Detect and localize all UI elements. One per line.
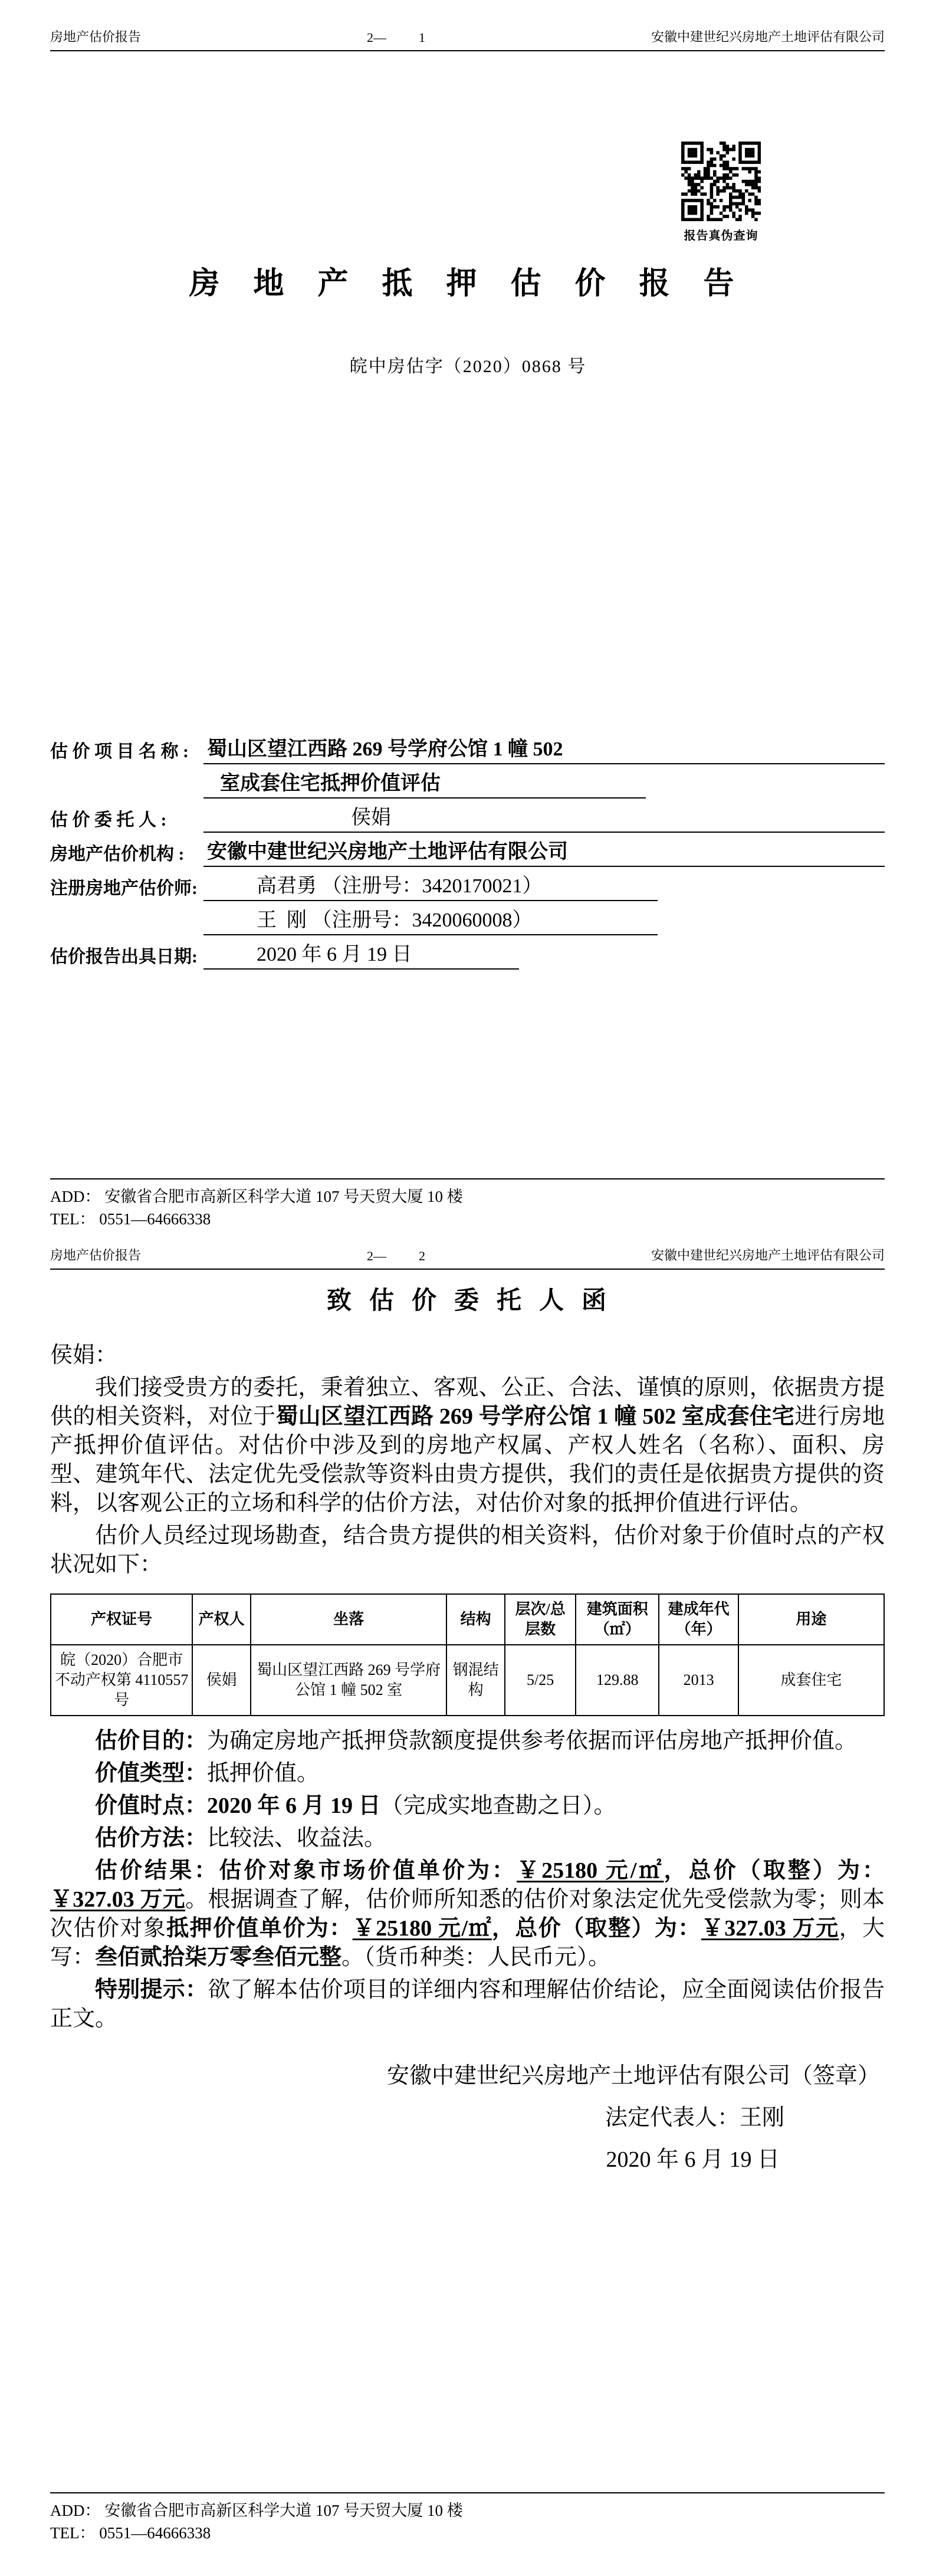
project-name-field [50, 730, 885, 764]
appraiser-label: 注册房地产估价师: [50, 879, 198, 898]
p1-text-b: 进行房地产抵押价值评估。对估价中涉及到的房地产权属、产权人姓名（名称）、面积、房型、建筑年代、法定优先受偿款等资料由贵方提供，我们的责任是依据贵方提供的资料，以客观公正的立场和科学的估价方法，对估价对象的抵押价值进行评估。 [50, 1404, 885, 1516]
result-currency-note: 。（货币种类：人民币元）。 [341, 1945, 611, 1970]
page1-footer [50, 1178, 885, 1230]
header-page-indicator [367, 30, 425, 45]
issue-date-field [50, 935, 885, 970]
cell-certificate-no: 皖（2020）合肥市不动产权第 4110557 号 [51, 1645, 192, 1716]
agency-label: 房地产估价机构 : [50, 845, 185, 864]
header-page-number: 1 [419, 30, 425, 45]
table-header-row [51, 1594, 884, 1645]
agency-value: 安徽中建世纪兴房地产土地评估有限公司 [203, 835, 885, 867]
appraiser-label-spacer [50, 934, 203, 935]
result-explain: 。根据调查了解，估价师所知悉的估价对象法定优先受偿款为零；则本次估价对象 [50, 1887, 885, 1941]
salutation: 侯娟： [50, 1343, 118, 1368]
notice-item [50, 1976, 885, 2033]
header-company: 安徽中建世纪兴房地产土地评估有限公司 [651, 1248, 885, 1263]
col-year-built: 建成年代（年） [659, 1594, 738, 1645]
result-amount-in-words: 叁佰贰拾柒万零叁佰元整 [95, 1945, 342, 1970]
appraiser-field [50, 867, 885, 901]
report-number: 皖中房估字（2020）0868 号 [349, 357, 587, 376]
col-location: 坐落 [251, 1594, 446, 1645]
cell-area: 129.88 [576, 1645, 659, 1716]
method-label: 估价方法： [95, 1826, 208, 1851]
letter-paragraph-2: 估价人员经过现场勘查，结合贵方提供的相关资料，估价对象于价值时点的产权状况如下： [50, 1523, 885, 1577]
result-mid-2: ，总价（取整）为： [491, 1916, 701, 1941]
value-type-text: 抵押价值。 [207, 1761, 320, 1786]
report-title: 房 地 产 抵 押 估 价 报 告 [189, 267, 747, 301]
col-area: 建筑面积（㎡） [576, 1594, 659, 1645]
value-type-item [50, 1759, 885, 1788]
value-type-label: 价值类型： [95, 1761, 208, 1786]
header-page-indicator [367, 1248, 425, 1264]
footer-address: ADD： 安徽省合肥市高新区科学大道 107 号天贸大厦 10 楼 [50, 1188, 463, 1205]
project-name-field-line2 [50, 764, 885, 799]
client-label: 估 价 委 托 人 : [50, 810, 167, 830]
header-page-total: 2— [367, 30, 386, 45]
appraiser-field-line2 [50, 901, 885, 935]
purpose-label: 估价目的： [95, 1729, 208, 1753]
cover-form [50, 730, 885, 970]
footer-tel: TEL： 0551—64666338 [50, 1210, 211, 1228]
value-date-label: 价值时点： [95, 1793, 208, 1818]
result-mortgage-label: 抵押价值单价为： [166, 1916, 353, 1941]
value-date-note: （完成实地查勘之日）。 [380, 1793, 616, 1818]
col-usage: 用途 [738, 1594, 884, 1645]
qr-caption: 报告真伪查询 [684, 229, 758, 242]
header-company: 安徽中建世纪兴房地产土地评估有限公司 [651, 29, 885, 44]
page2-footer [50, 2492, 885, 2544]
client-field [50, 799, 885, 833]
issue-date-label: 估价报告出具日期: [50, 947, 198, 967]
signature-date: 2020 年 6 月 19 日 [606, 2147, 780, 2172]
result-item [50, 1857, 885, 1972]
page2-header [50, 1246, 885, 1270]
value-date-value: 2020 年 6 月 19 日 [207, 1793, 381, 1818]
footer-address: ADD： 安徽省合肥市高新区科学大道 107 号天贸大厦 10 楼 [50, 2502, 463, 2519]
cell-year-built: 2013 [659, 1645, 738, 1716]
cell-location: 蜀山区望江西路 269 号学府公馆 1 幢 502 室 [251, 1645, 446, 1716]
project-name-value: 蜀山区望江西路 269 号学府公馆 1 幢 502 [203, 732, 885, 764]
appraiser2-value: 王 刚 （注册号：3420060008） [203, 903, 658, 935]
qr-block [680, 142, 762, 243]
result-intro: 估价结果：估价对象市场价值单价为： [95, 1858, 517, 1883]
method-item [50, 1824, 885, 1853]
result-total-price-2: ￥327.03 万元 [701, 1916, 839, 1941]
agency-field [50, 833, 885, 867]
signature-representative: 法定代表人：王刚 [605, 2105, 784, 2130]
signature-company: 安徽中建世纪兴房地产土地评估有限公司（签章） [386, 2064, 880, 2088]
footer-tel: TEL： 0551—64666338 [50, 2524, 211, 2542]
header-doc-type: 房地产估价报告 [50, 1248, 142, 1263]
col-floor: 层次/总层数 [505, 1594, 576, 1645]
purpose-item [50, 1727, 885, 1756]
letter-paragraph-1 [50, 1374, 885, 1518]
col-certificate-no: 产权证号 [51, 1594, 192, 1645]
value-date-item [50, 1792, 885, 1821]
appraiser1-value: 高君勇 （注册号：3420170021） [203, 869, 658, 901]
col-owner: 产权人 [192, 1594, 251, 1645]
result-mid-1: ，总价（取整）为： [664, 1858, 885, 1883]
method-text: 比较法、收益法。 [207, 1826, 387, 1851]
result-total-price-1: ￥327.03 万元 [50, 1887, 186, 1912]
client-value: 侯娟 [203, 801, 885, 833]
cell-structure: 钢混结构 [446, 1645, 505, 1716]
property-table [50, 1593, 885, 1716]
project-name-label: 估 价 项 目 名 称 : [50, 742, 189, 761]
letter-section [50, 1281, 885, 2173]
issue-date-value: 2020 年 6 月 19 日 [203, 938, 519, 970]
col-structure: 结构 [446, 1594, 505, 1645]
page1-header [50, 27, 885, 51]
header-doc-type: 房地产估价报告 [50, 29, 142, 44]
notice-text: 欲了解本估价项目的详细内容和理解估价结论，应全面阅读估价报告正文。 [50, 1977, 885, 2031]
cell-floor: 5/25 [505, 1645, 576, 1716]
purpose-text: 为确定房地产抵押贷款额度提供参考依据而评估房地产抵押价值。 [207, 1729, 858, 1753]
header-page-total: 2— [367, 1248, 386, 1263]
header-page-number: 2 [419, 1248, 425, 1263]
letter-title: 致 估 价 委 托 人 函 [326, 1287, 608, 1315]
project-name-value-line2: 室成套住宅抵押价值评估 [203, 767, 646, 799]
table-row [51, 1645, 884, 1716]
p1-property-address: 蜀山区望江西路 269 号学府公馆 1 幢 502 室成套住宅 [275, 1404, 795, 1429]
result-unit-price-1: ￥25180 元/㎡ [517, 1858, 664, 1883]
p1-text-a: 我们接受贵方的委托，秉着独立、客观、公正、合法、谨慎的原则，依据贵方提供的相关资料，对位于 [50, 1375, 885, 1429]
notice-label: 特别提示： [95, 1977, 208, 2002]
result-daxie-label: ，大写： [50, 1916, 885, 1970]
cell-owner: 侯娟 [192, 1645, 251, 1716]
result-unit-price-2: ￥25180 元/㎡ [352, 1916, 492, 1941]
cell-usage: 成套住宅 [738, 1645, 884, 1716]
qr-code [681, 142, 761, 221]
